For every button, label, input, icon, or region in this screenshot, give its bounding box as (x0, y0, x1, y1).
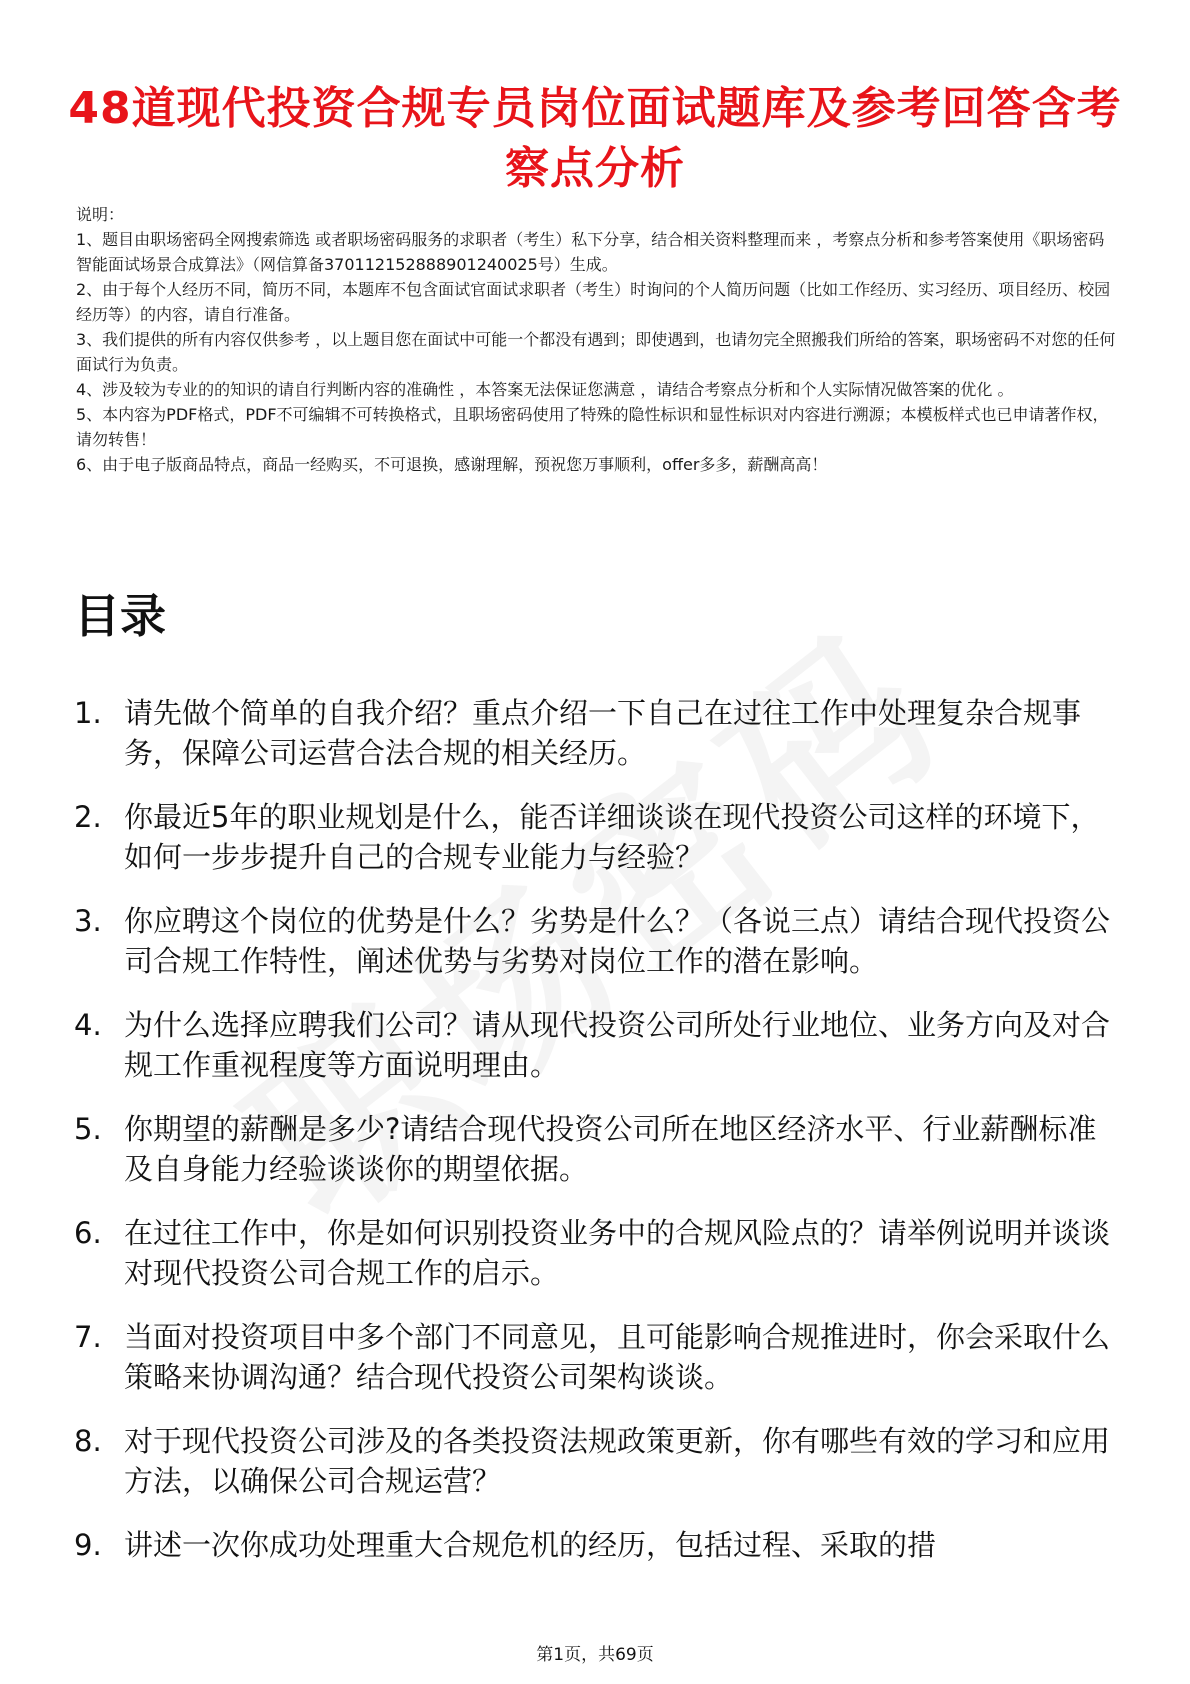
question-text: 对于现代投资公司涉及的各类投资法规政策更新，你有哪些有效的学习和应用方法，以确保公司合规运营？ (124, 1424, 1111, 1498)
note-item: 4、涉及较为专业的的知识的请自行判断内容的准确性 ，本答案无法保证您满意 ，请结合考察点分析和个人实际情况做答案的优化 。 (76, 380, 1014, 399)
question-number: 9. (74, 1528, 102, 1562)
question-text: 讲述一次你成功处理重大合规危机的经历，包括过程、采取的措 (124, 1528, 937, 1562)
question-number: 3. (74, 904, 102, 938)
document-title: 48道现代投资合规专员岗位面试题库及参考回答含考察点分析 (68, 83, 1122, 195)
question-text: 在过往工作中，你是如何识别投资业务中的合规风险点的？请举例说明并谈谈对现代投资公司合规工作的启示。 (124, 1216, 1111, 1290)
question-item[interactable] (74, 1525, 1124, 1565)
question-number: 1. (74, 696, 102, 730)
question-text: 你最近5年的职业规划是什么，能否详细谈谈在现代投资公司这样的环境下，如何一步步提升自己的合规专业能力与经验？ (124, 800, 1100, 874)
question-number: 7. (74, 1320, 102, 1354)
question-text: 请先做个简单的自我介绍？重点介绍一下自己在过往工作中处理复杂合规事务，保障公司运营合法合规的相关经历。 (124, 696, 1082, 770)
question-item[interactable] (74, 797, 1124, 877)
notes-section (76, 202, 1116, 477)
question-text: 你期望的薪酬是多少?请结合现代投资公司所在地区经济水平、行业薪酬标准及自身能力经验谈谈你的期望依据。 (124, 1112, 1097, 1186)
page-footer: 第1页，共69页 (536, 1645, 654, 1665)
question-item[interactable] (74, 1109, 1124, 1189)
question-text: 为什么选择应聘我们公司？请从现代投资公司所处行业地位、业务方向及对合规工作重视程度等方面说明理由。 (124, 1008, 1111, 1082)
question-item[interactable] (74, 1421, 1124, 1501)
toc-heading: 目录 (74, 589, 166, 643)
question-list (74, 693, 1124, 1589)
question-number: 4. (74, 1008, 102, 1042)
question-item[interactable] (74, 901, 1124, 981)
note-item: 1、题目由职场密码全网搜索筛选 或者职场密码服务的求职者（考生）私下分享，结合相关资料整理而来 ，考察点分析和参考答案使用《职场密码智能面试场景合成算法》（网信算备370112152888901240025号）生成。 (76, 230, 1105, 274)
notes-label: 说明： (76, 205, 125, 224)
question-item[interactable] (74, 1213, 1124, 1293)
question-number: 5. (74, 1112, 102, 1146)
question-number: 2. (74, 800, 102, 834)
question-text: 你应聘这个岗位的优势是什么？劣势是什么？（各说三点）请结合现代投资公司合规工作特性，阐述优势与劣势对岗位工作的潜在影响。 (124, 904, 1111, 978)
note-item: 6、由于电子版商品特点，商品一经购买，不可退换，感谢理解，预祝您万事顺利，offer多多，薪酬高高！ (76, 455, 828, 474)
question-number: 6. (74, 1216, 102, 1250)
note-item: 5、本内容为PDF格式，PDF不可编辑不可转换格式，且职场密码使用了特殊的隐性标识和显性标识对内容进行溯源；本模板样式也已申请著作权，请勿转售！ (76, 405, 1109, 449)
question-number: 8. (74, 1424, 102, 1458)
question-item[interactable] (74, 1005, 1124, 1085)
question-item[interactable] (74, 693, 1124, 773)
question-item[interactable] (74, 1317, 1124, 1397)
question-text: 当面对投资项目中多个部门不同意见，且可能影响合规推进时，你会采取什么策略来协调沟通？结合现代投资公司架构谈谈。 (124, 1320, 1111, 1394)
note-item: 3、我们提供的所有内容仅供参考 ，以上题目您在面试中可能一个都没有遇到；即使遇到，也请勿完全照搬我们所给的答案，职场密码不对您的任何面试行为负责。 (76, 330, 1116, 374)
note-item: 2、由于每个人经历不同，简历不同，本题库不包含面试官面试求职者（考生）时询问的个人简历问题（比如工作经历、实习经历、项目经历、校园经历等）的内容，请自行准备。 (76, 280, 1111, 324)
